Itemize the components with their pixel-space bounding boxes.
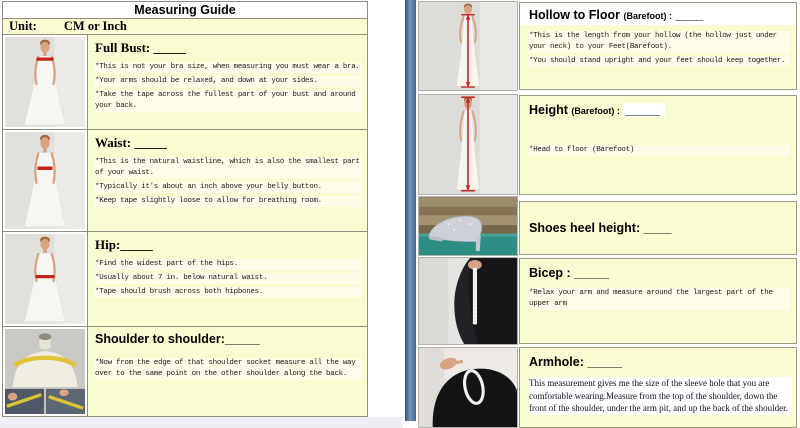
armhole-description: This measurement gives me the size of the sleeve hole that you are comfortable wearing.Measure from the top of the shoulder, down the front of the shoulder, under the arm pit, and up the back of the shoulder. <box>529 377 792 415</box>
height-tip: *Head to floor (Barefoot) <box>529 145 790 156</box>
shoulder-tip: *Now from the edge of that shoulder socket measure all the way over to the same point on the other shoulder along the back. <box>95 358 362 380</box>
full-bust-note <box>88 35 367 129</box>
hollow-to-floor-blank: ____ <box>675 8 704 22</box>
bride-bust-measure-photo <box>3 35 88 129</box>
bicep-measure-photo <box>418 257 518 345</box>
unit-label: Unit: <box>9 19 37 33</box>
full-bust-heading: Full Bust: _____ <box>95 40 187 55</box>
armhole-note <box>519 347 797 428</box>
bride-waist-measure-photo <box>3 130 88 231</box>
hollow-to-floor-heading <box>520 3 796 25</box>
hip-row <box>3 232 367 327</box>
guide-title: Measuring Guide <box>3 2 367 19</box>
hollow-to-floor-photo <box>418 1 518 91</box>
heel-height-label: Shoes heel height: <box>529 221 641 235</box>
waist-note <box>88 130 367 231</box>
waist-tip: *Typically it's about an inch above your belly button. <box>95 182 362 193</box>
hollow-to-floor-tip: *You should stand upright and your feet should keep together. <box>529 56 790 67</box>
bicep-blank: _____ <box>574 266 609 280</box>
armhole-blank: _____ <box>587 355 623 369</box>
full-bust-tip: *Your arms should be relaxed, and down at your sides. <box>95 76 362 87</box>
height-blank: _____ <box>623 103 665 117</box>
heel-height-heading <box>529 221 790 235</box>
armhole-measure-photo <box>418 347 518 428</box>
height-label: Height <box>529 103 568 117</box>
full-bust-tip: *Take the tape across the fullest part of your bust and around your back. <box>95 90 362 112</box>
hip-heading: Hip:_____ <box>95 237 153 252</box>
bicep-note <box>519 258 797 344</box>
left-panel <box>2 1 368 417</box>
shoulder-to-shoulder-photo <box>3 327 88 416</box>
barefoot-note: (Barefoot) : <box>623 11 672 21</box>
waist-heading: Waist: _____ <box>95 135 167 150</box>
waist-tip: *This is the natural waistline, which is also the smallest part of your waist. <box>95 157 362 179</box>
hollow-to-floor-tip: *This is the length from your hollow (the hollow just under your neck) to your Feet(Barefoot). <box>529 31 790 53</box>
height-note <box>519 95 797 195</box>
full-bust-tip: *This is not your bra size, when measuring you must wear a bra. <box>95 62 362 73</box>
unit-value: CM or Inch <box>63 19 127 33</box>
unit-row <box>3 19 367 35</box>
heel-height-note <box>519 201 797 255</box>
barefoot-note: (Barefoot) : <box>571 106 620 116</box>
waist-tip: *Keep tape slightly loose to allow for breathing room. <box>95 196 362 207</box>
shoulder-note <box>88 327 367 416</box>
right-panel <box>418 0 800 428</box>
hip-tip: *Tape should brush across both hipbones. <box>95 287 362 298</box>
hollow-to-floor-label: Hollow to Floor <box>529 8 620 22</box>
bicep-heading <box>529 266 790 280</box>
armhole-label: Armhole: <box>529 355 584 369</box>
armhole-heading <box>529 355 790 369</box>
hollow-to-floor-note <box>519 2 797 90</box>
hip-tip: *Usually about 7 in. below natural waist. <box>95 273 362 284</box>
height-heading <box>529 103 790 117</box>
waist-row <box>3 130 367 232</box>
heel-shoe-photo <box>418 196 518 256</box>
shoulder-row <box>3 327 367 416</box>
hip-note <box>88 232 367 326</box>
bicep-label: Bicep : <box>529 266 571 280</box>
bicep-tip: *Relax your arm and measure around the largest part of the upper arm <box>529 288 790 310</box>
height-photo <box>418 94 518 195</box>
vertical-divider <box>405 0 416 421</box>
heel-height-blank: ____ <box>643 221 672 235</box>
bottom-strip <box>0 417 403 428</box>
shoulder-heading: Shoulder to shoulder:_____ <box>95 332 260 346</box>
full-bust-row <box>3 35 367 130</box>
hip-tip: *Find the widest part of the hips. <box>95 259 362 270</box>
bride-hip-measure-photo <box>3 232 88 326</box>
